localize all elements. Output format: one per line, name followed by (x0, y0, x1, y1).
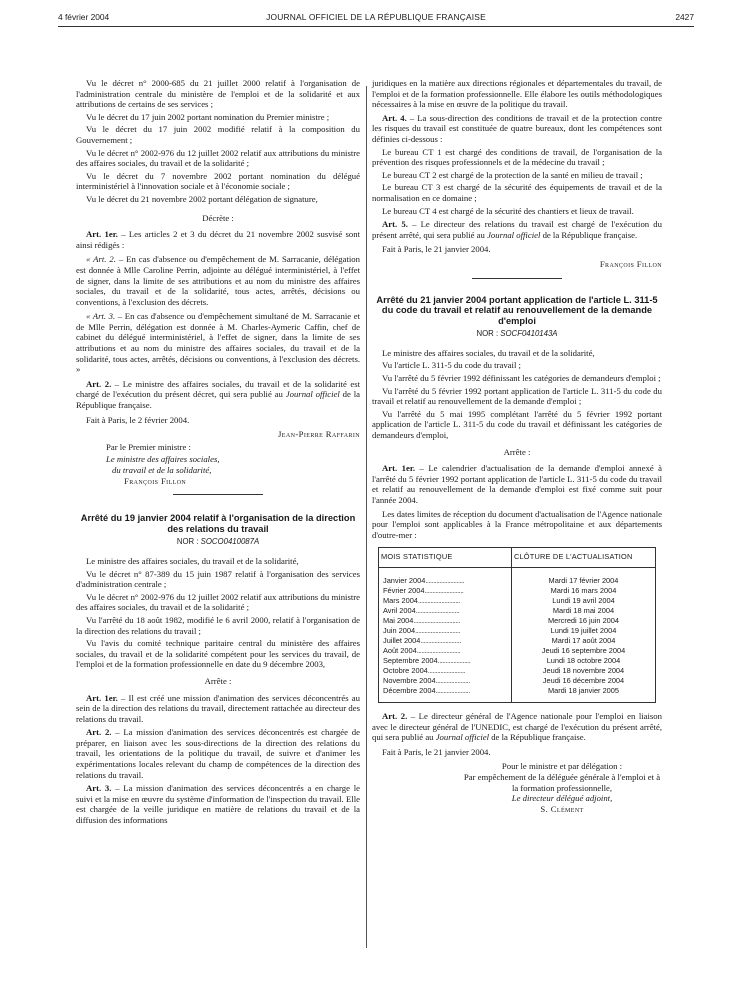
vu-paragraph: Le ministre des affaires sociales, du travail et de la solidarité, (86, 555, 299, 566)
vu-paragraph: Vu l'arrêté du 5 février 1992 portant application de l'article L. 311-5 du code du travail et relatif au renouvellement de la demande d'emploi ; (372, 385, 662, 407)
nor-reference (372, 329, 662, 340)
continuation-paragraph: juridiques en la matière aux directions régionales et départementales du travail, de l'emploi et de la formation professionnelle. Elle élabore les outils méthodologiques nécessaires à la mise en œuvre de la politique du travail. (372, 78, 662, 110)
arrete-2-article-1 (76, 693, 360, 725)
bureau-paragraph: Le bureau CT 1 est chargé des conditions de travail, de l'organisation de la prévention des risques professionnels et de la médecine du travail ; (372, 146, 662, 168)
journal-officiel-ref: Journal officiel (435, 732, 490, 743)
article-text: – La mission d'animation des services déconcentrés a en charge le suivi et la mise en œuvre du système d'information de l'inspection du travail. Elle est chargée de la veille juridique en matière de relations du travail et de la diffusion des informations (76, 783, 360, 826)
fait-a-paris: Fait à Paris, le 2 février 2004. (86, 414, 190, 425)
arrete-19-janvier-title: Arrêté du 19 janvier 2004 relatif à l'organisation de la direction des relations du travail (80, 513, 356, 534)
article-text: – En cas d'absence ou d'empêchement simultané de M. Sarracanie et de Mlle Perrin, délégation est donnée à M. Charles-Aymeric Caffin, chef de cabinet du délégué interministériel, à l'effet de signer, dans la limite de ses attributions et au nom du ministre des affaires sociales, du travail et de la solidarité, tous actes, arrêtés, décisions ou conventions, à l'exclusion des décrets. » (76, 311, 361, 375)
column-header-mois: MOIS STATISTIQUE (379, 548, 512, 568)
table-row (379, 636, 656, 646)
right-column (372, 78, 662, 814)
table-row (379, 616, 656, 626)
vu-paragraph: Vu le décret du 7 novembre 2002 portant nomination du délégué interministériel à l'innovation sociale et à l'économie sociale ; (76, 170, 360, 192)
article-label: Art. 5. (382, 219, 408, 230)
cell-cloture: Lundi 19 avril 2004 (511, 596, 655, 606)
nor-label: NOR : (476, 329, 501, 339)
vu-paragraph: Vu l'avis du comité technique paritaire central du ministère des affaires sociales, du travail et de la solidarité compétent pour les services du travail, de l'emploi et de la formation professionnelle en date du 9 décembre 2003, (76, 638, 360, 670)
article-5 (372, 219, 662, 240)
quoted-article-3 (76, 311, 360, 375)
article-label: Art. 1er. (86, 229, 118, 240)
nor-code: SOCO0410087A (200, 537, 260, 547)
cell-mois: Octobre 2004........................ (379, 666, 512, 676)
table-row (379, 656, 656, 666)
ministre-title-line: Le ministre des affaires sociales, (106, 454, 220, 465)
cell-mois: Février 2004......................... (379, 586, 512, 596)
table-row (379, 567, 656, 586)
nor-label: NOR : (176, 537, 201, 547)
fait-a-paris: Fait à Paris, le 21 janvier 2004. (382, 746, 491, 757)
arrete-heading: Arrête : (503, 446, 531, 457)
cell-cloture: Mardi 16 mars 2004 (511, 586, 655, 596)
article-text: – Le directeur des relations du travail est chargé de l'exécution du présent arrêté, qui sera publié au (372, 219, 662, 240)
signature-role: Le directeur délégué adjoint, (511, 793, 613, 804)
cell-mois: Mars 2004........................... (379, 596, 512, 606)
vu-paragraph: Le ministre des affaires sociales, du travail et de la solidarité, (382, 347, 595, 358)
article-text: – Le directeur général de l'Agence nationale pour l'emploi en liaison avec le directeur général de l'UNEDIC, est chargé de l'exécution du présent arrêté, qui sera publié au (372, 710, 662, 743)
cell-mois: Septembre 2004..................... (379, 656, 512, 666)
table-row (379, 596, 656, 606)
vu-paragraph: Vu l'arrêté du 18 août 1982, modifié le 6 avril 2000, relatif à l'organisation de la direction des relations du travail ; (76, 614, 360, 636)
article-1 (76, 229, 360, 250)
article-2 (76, 379, 360, 411)
cell-cloture: Mardi 18 janvier 2005 (511, 686, 655, 703)
section-separator (472, 278, 562, 279)
cell-mois: Janvier 2004......................... (379, 567, 512, 586)
table-header-row (379, 548, 656, 568)
header-rule (58, 26, 694, 27)
article-text: – En cas d'absence ou d'empêchement de M. Sarracanie, délégation est donnée à Mlle Caroline Perrin, adjointe au délégué interministériel, à l'effet de signer, dans la limite de ses attributions et au nom du ministre des affaires sociales, du travail et de la solidarité, tous actes, arrêtés, décisions ou conventions, à l'exclusion des décrets. (76, 254, 360, 307)
article-label: Art. 2. (86, 727, 112, 738)
nor-reference (76, 537, 360, 548)
article-text: de la République française. (489, 732, 586, 743)
header-journal-title: JOURNAL OFFICIEL DE LA RÉPUBLIQUE FRANÇAISE (266, 12, 486, 22)
arrete-heading: Arrête : (204, 675, 232, 686)
vu-paragraph: Vu le décret du 21 novembre 2002 portant délégation de signature, (86, 193, 318, 204)
article-label: Art. 3. (86, 783, 112, 794)
cell-cloture: Jeudi 18 novembre 2004 (511, 666, 655, 676)
vus-intro-list (76, 78, 360, 205)
signature-name: S. Clément (540, 803, 584, 814)
article-text: – La mission d'animation des services déconcentrés est chargée de préparer, en liaison avec les sous-directions de la direction des relations du travail, les orientations de la politique du travail, de suivre et d'animer les expérimentations locales relevant du champ de compétences de la direction des relations du travail. (76, 727, 360, 780)
cell-cloture: Lundi 19 juillet 2004 (511, 626, 655, 636)
header-page-number: 2427 (675, 12, 694, 22)
cell-mois: Avril 2004............................ (379, 606, 512, 616)
cell-cloture: Mardi 17 février 2004 (511, 567, 655, 586)
arrete-21-janvier-title: Arrêté du 21 janvier 2004 portant application de l'article L. 311-5 du code du travail et relatif au renouvellement de la demande d'emploi (376, 294, 658, 326)
fait-a-paris: Fait à Paris, le 21 janvier 2004. (382, 244, 491, 255)
vu-paragraph: Vu le décret n° 2000-685 du 21 juillet 2000 relatif à l'organisation de l'administration centrale du ministère de l'emploi et de la solidarité et aux attributions de certains de ses services ; (76, 78, 360, 110)
cell-mois: Mai 2004.............................. (379, 616, 512, 626)
header-date: 4 février 2004 (58, 12, 110, 22)
par-premier-ministre: Par le Premier ministre : (106, 441, 191, 452)
article-label: « Art. 2. (86, 254, 116, 265)
article-text: – Le ministre des affaires sociales, du travail et de la solidarité est chargé de l'exécution du présent décret, qui sera publié au (76, 378, 360, 400)
arrete-2-article-3 (76, 783, 360, 825)
vu-paragraph: Vu l'arrêté du 5 février 1992 définissant les catégories de demandeurs d'emploi ; (382, 373, 661, 384)
cell-mois: Décembre 2004...................... (379, 686, 512, 703)
quoted-article-2 (76, 254, 360, 307)
vu-paragraph: Vu l'arrêté du 5 mai 1995 complétant l'arrêté du 5 février 1992 portant application de l'article L. 311-5 du code du travail et définissant les catégories de demandeurs d'emploi, (372, 408, 662, 441)
bureaux-list (372, 147, 662, 217)
signature-fillon: François Fillon (599, 258, 662, 269)
table-row (379, 646, 656, 656)
table-row (379, 586, 656, 596)
bureau-paragraph: Le bureau CT 4 est chargé de la sécurité des chantiers et lieux de travail. (382, 205, 634, 216)
vu-paragraph: Vu le décret du 17 juin 2002 portant nomination du Premier ministre ; (86, 111, 330, 122)
page-header (58, 10, 694, 24)
signature-line: Pour le ministre et par délégation : (501, 761, 623, 772)
cell-cloture: Lundi 18 octobre 2004 (511, 656, 655, 666)
cell-cloture: Mercredi 16 juin 2004 (511, 616, 655, 626)
table-row (379, 666, 656, 676)
calendar-table (378, 547, 656, 703)
signature-raffarin: Jean-Pierre Raffarin (278, 429, 360, 440)
table-row (379, 676, 656, 686)
cell-mois: Août 2004............................ (379, 646, 512, 656)
cell-cloture: Mardi 17 août 2004 (511, 636, 655, 646)
arrete-3-article-1 (372, 463, 662, 505)
article-text: – Le calendrier d'actualisation de la demande d'emploi annexé à l'arrêté du 5 février 1992 portant application de l'article L. 311-5 du code du travail et relatif au renouvellement de la demande d'emploi est fixé comme suit pour l'année 2004. (372, 463, 662, 505)
table-row (379, 606, 656, 616)
decrete-heading: Décrète : (202, 212, 234, 223)
cell-mois: Juillet 2004.......................... (379, 636, 512, 646)
article-4 (372, 113, 662, 145)
article-label: Art. 4. (382, 112, 407, 123)
signature-line: Par empêchement de la déléguée générale à l'emploi et à la formation professionnelle, (463, 771, 661, 793)
article-label: Art. 2. (382, 710, 408, 721)
cell-cloture: Jeudi 16 septembre 2004 (511, 646, 655, 656)
article-label: Art. 1er. (382, 463, 416, 474)
arrete-2-article-2 (76, 727, 360, 780)
article-text: de la République française. (540, 229, 638, 240)
article-label: Art. 2. (86, 378, 112, 389)
vu-paragraph: Vu le décret n° 2002-976 du 12 juillet 2002 relatif aux attributions du ministre des affaires sociales, du travail et de la solidarité ; (76, 147, 360, 169)
vu-paragraph: Vu le décret du 17 juin 2002 modifié relatif à la composition du Gouvernement ; (76, 124, 360, 145)
article-text: de la République française. (76, 389, 360, 411)
ministre-title-line: du travail et de la solidarité, (112, 465, 212, 475)
arrete-3-article-2 (372, 711, 662, 743)
article-text: – Il est créé une mission d'animation des services déconcentrés au sein de la direction des relations du travail, directement rattachée au directeur des relations du travail. (76, 692, 361, 724)
signature-fillon: François Fillon (124, 475, 187, 486)
table-row (379, 626, 656, 636)
journal-officiel-ref: Journal officiel (285, 389, 340, 400)
vus-arrete-2-list (76, 556, 360, 670)
vus-arrete-3-list (372, 348, 662, 441)
vu-paragraph: Vu l'article L. 311-5 du code du travail ; (382, 360, 521, 371)
cell-mois: Juin 2004............................. (379, 626, 512, 636)
vu-paragraph: Vu le décret n° 87-389 du 15 juin 1987 relatif à l'organisation des services d'administration centrale ; (76, 568, 360, 590)
dates-intro: Les dates limites de réception du document d'actualisation de l'Agence nationale pour l'emploi sont applicables à la France métropolitaine et aux départements d'outre-mer : (372, 508, 662, 540)
journal-officiel-ref: Journal officiel (487, 229, 541, 240)
column-divider (366, 86, 367, 948)
nor-code: SOCF0410143A (500, 329, 558, 339)
cell-cloture: Mardi 18 mai 2004 (511, 606, 655, 616)
article-text: – La sous-direction des conditions de travail et de la protection contre les risques du travail est constituée de quatre bureaux, dont les compétences sont définies ci-dessous : (372, 112, 662, 144)
cell-mois: Novembre 2004...................... (379, 676, 512, 686)
vu-paragraph: Vu le décret n° 2002-976 du 12 juillet 2002 relatif aux attributions du ministre des affaires sociales, du travail et de la solidarité ; (76, 591, 360, 613)
article-text: – Les articles 2 et 3 du décret du 21 novembre 2002 susvisé sont ainsi rédigés : (76, 229, 360, 250)
bureau-paragraph: Le bureau CT 3 est chargé de la sécurité des équipements de travail et de la normalisation en ce domaine ; (372, 182, 662, 203)
column-header-cloture: CLÔTURE DE L'ACTUALISATION (511, 548, 655, 568)
bureau-paragraph: Le bureau CT 2 est chargé de la protection de la santé en milieu de travail ; (382, 169, 643, 180)
signature-block (372, 761, 662, 814)
cell-cloture: Jeudi 16 décembre 2004 (511, 676, 655, 686)
left-column (76, 78, 360, 828)
article-label: Art. 1er. (86, 692, 118, 703)
section-separator (173, 494, 263, 495)
table-row (379, 686, 656, 703)
article-label: « Art. 3. (86, 311, 116, 322)
